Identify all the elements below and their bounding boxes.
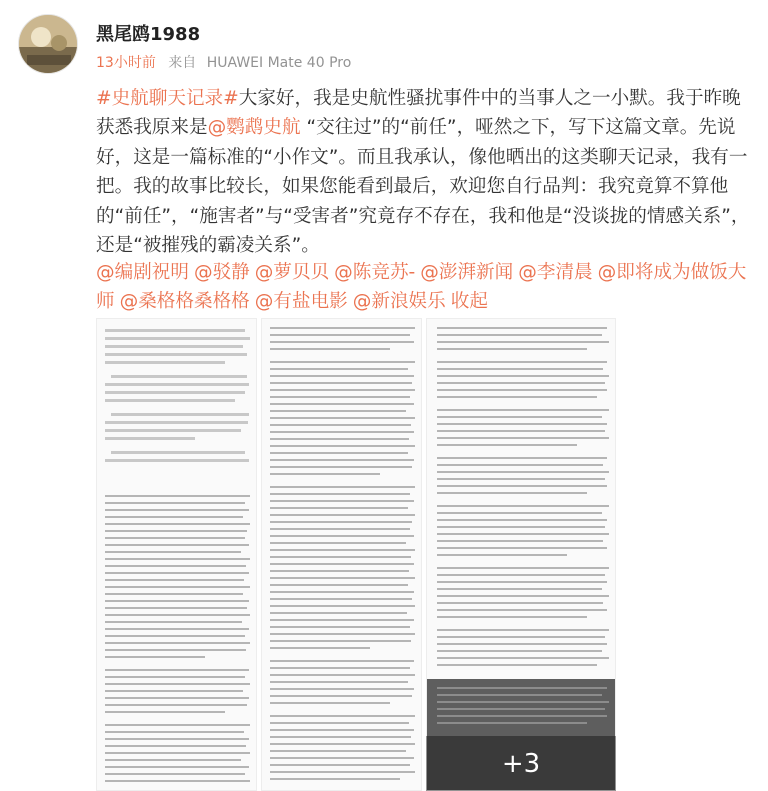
username[interactable]: 黑尾鸥1988 <box>96 24 201 45</box>
device-name: HUAWEI Mate 40 Pro <box>206 55 352 71</box>
mention-list <box>96 258 756 317</box>
post-meta <box>96 52 351 72</box>
mention-link-main[interactable]: @鹦鹉史航 <box>207 117 301 139</box>
post-header <box>18 14 748 78</box>
document-page-image <box>97 319 257 791</box>
post-time[interactable]: 13小时前 <box>96 55 156 71</box>
from-label: 来自 <box>168 55 197 71</box>
more-images-overlay[interactable]: +3 <box>426 736 616 791</box>
mention-link[interactable]: @新浪娱乐 <box>352 291 446 313</box>
mention-link[interactable]: @萝贝贝 <box>254 262 330 283</box>
document-page-image <box>262 319 422 791</box>
collapse-link[interactable]: 收起 <box>450 291 488 313</box>
avatar-image <box>19 15 78 74</box>
post-text <box>96 84 756 260</box>
document-page-image <box>427 319 616 791</box>
avatar[interactable] <box>18 14 78 74</box>
mention-link[interactable]: @驳静 <box>193 262 250 283</box>
mention-link[interactable]: @陈竞苏- <box>334 262 416 283</box>
post-image-3[interactable] <box>426 318 616 791</box>
hashtag-link[interactable]: #史航聊天记录# <box>96 88 239 109</box>
mention-link[interactable]: @有盐电影 <box>254 291 348 313</box>
post-image-2[interactable] <box>261 318 422 791</box>
post-text-part2: “交往过”的“前任”，哑然之下，写下这篇文章。先说好，这是一篇标准的“小作文”。而且我承认，像他晒出的这类聊天记录，我有一把。我的故事比较长，如果您能看到最后，欢迎您自行品判：我究竟算不算他的“前任”，“施害者”与“受害者”究竟存不存在，我和他是“没谈拢的情感关系”，还是“被摧残的霸凌关系”。 <box>96 117 750 257</box>
mention-link[interactable]: @桑格格桑格格 <box>119 291 250 313</box>
mention-link[interactable]: @编剧祝明 <box>96 262 189 283</box>
mention-link[interactable]: @李清晨 <box>518 262 593 283</box>
mention-link[interactable]: @澎湃新闻 <box>420 262 514 283</box>
post-image-1[interactable] <box>96 318 257 791</box>
mention-link[interactable]: @即将成为做饭大师 <box>96 262 747 313</box>
image-grid <box>96 318 716 791</box>
post-text-part1: 大家好，我是史航性骚扰事件中的当事人之一小默。我于昨晚获悉我原来是 <box>96 88 741 139</box>
